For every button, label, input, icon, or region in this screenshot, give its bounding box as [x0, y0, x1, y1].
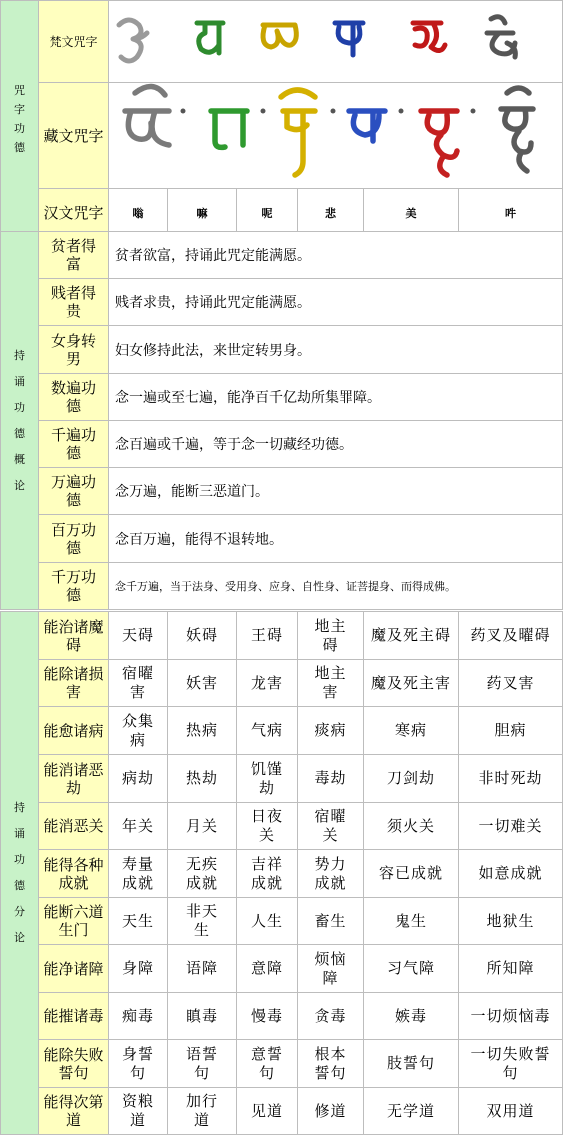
general-row-text: 念百遍或千遍，等于念一切藏经功德。	[109, 421, 563, 468]
detail-cell: 鬼生	[364, 898, 459, 945]
detail-row	[1, 898, 563, 945]
detail-cell: 天碍	[109, 612, 168, 660]
general-row-text: 念万遍，能断三恶道门。	[109, 468, 563, 515]
tsheg-dot	[471, 109, 476, 114]
detail-cell: 龙害	[237, 660, 298, 707]
detail-cell: 寒病	[364, 707, 459, 755]
detail-cell: 病劫	[109, 755, 168, 803]
detail-cell: 加行道	[168, 1088, 237, 1135]
detail-row-label: 能得各种成就	[39, 850, 109, 898]
detail-cell: 年关	[109, 803, 168, 850]
detail-cell: 气病	[237, 707, 298, 755]
general-row-label: 女身转男	[39, 326, 109, 374]
general-row-label: 数遍功德	[39, 374, 109, 421]
detail-cell: 王碍	[237, 612, 298, 660]
chinese-syllable: 美	[364, 189, 459, 237]
detail-cell: 吉祥成就	[237, 850, 298, 898]
sanskrit-glyph	[263, 25, 296, 47]
detail-row	[1, 850, 563, 898]
detail-cell: 意障	[237, 945, 298, 993]
general-row-text: 贱者求贵，持诵此咒定能满愿。	[109, 279, 563, 326]
tsheg-dot	[331, 109, 336, 114]
detail-row	[1, 755, 563, 803]
detail-cell: 嫉毒	[364, 993, 459, 1040]
detail-row-label: 能除诸损害	[39, 660, 109, 707]
detail-cell: 饥馑劫	[237, 755, 298, 803]
detail-cell: 妖碍	[168, 612, 237, 660]
detail-cell: 所知障	[459, 945, 563, 993]
detail-cell: 见道	[237, 1088, 298, 1135]
sanskrit-glyph	[487, 17, 515, 57]
label-tibetan: 藏文咒字	[39, 83, 109, 189]
tsheg-dot	[261, 109, 266, 114]
general-row-label: 千万功德	[39, 563, 109, 610]
mantra-syllable-table	[0, 0, 563, 237]
detail-cell: 一切失败誓句	[459, 1040, 563, 1088]
tibetan-syllables-graphic	[109, 83, 563, 184]
tibetan-glyph	[421, 111, 457, 175]
detail-cell: 热病	[168, 707, 237, 755]
general-merit-table	[0, 231, 563, 610]
detail-cell: 贪毒	[298, 993, 364, 1040]
label-sanskrit: 梵文咒字	[39, 1, 109, 83]
detail-cell: 毒劫	[298, 755, 364, 803]
tibetan-glyph	[211, 111, 247, 147]
chinese-syllable: 呢	[237, 189, 298, 237]
detail-cell: 语誓句	[168, 1040, 237, 1088]
detail-cell: 地主碍	[298, 612, 364, 660]
sanskrit-glyph	[335, 23, 363, 55]
sanskrit-syllables-graphic	[109, 1, 563, 78]
detail-cell: 刀剑劫	[364, 755, 459, 803]
detail-row-label: 能得次第道	[39, 1088, 109, 1135]
side-label-detailed-merit: 持诵功德分论	[1, 612, 39, 1135]
detail-cell: 根本誓句	[298, 1040, 364, 1088]
detail-cell: 魔及死主害	[364, 660, 459, 707]
detail-row	[1, 993, 563, 1040]
detail-row	[1, 803, 563, 850]
detail-cell: 慢毒	[237, 993, 298, 1040]
detail-cell: 宿曜害	[109, 660, 168, 707]
general-row-text: 念百万遍，能得不退转地。	[109, 515, 563, 563]
label-chinese: 汉文咒字	[39, 189, 109, 237]
detail-cell: 妖害	[168, 660, 237, 707]
detail-cell: 一切烦恼毒	[459, 993, 563, 1040]
detail-cell: 身障	[109, 945, 168, 993]
tibetan-glyph	[125, 86, 169, 145]
general-row-label: 千遍功德	[39, 421, 109, 468]
detail-cell: 魔及死主碍	[364, 612, 459, 660]
sanskrit-syllables-image	[109, 1, 563, 83]
sanskrit-glyph	[197, 23, 223, 53]
detail-cell: 非时死劫	[459, 755, 563, 803]
general-row-text: 贫者欲富，持诵此咒定能满愿。	[109, 232, 563, 279]
general-row-text: 妇女修持此法，来世定转男身。	[109, 326, 563, 374]
detail-cell: 如意成就	[459, 850, 563, 898]
detail-cell: 肢誓句	[364, 1040, 459, 1088]
detail-cell: 天生	[109, 898, 168, 945]
detail-cell: 容已成就	[364, 850, 459, 898]
side-label-syllable-merit: 咒字功德	[1, 1, 39, 237]
chinese-syllable: 悲	[298, 189, 364, 237]
detail-row	[1, 660, 563, 707]
chinese-syllable: 吽	[459, 189, 563, 237]
detail-row-label: 能消恶关	[39, 803, 109, 850]
detail-cell: 热劫	[168, 755, 237, 803]
detail-cell: 无学道	[364, 1088, 459, 1135]
detail-cell: 一切难关	[459, 803, 563, 850]
sanskrit-glyph	[413, 23, 445, 51]
detailed-merit-table	[0, 611, 563, 1135]
detail-cell: 痴毒	[109, 993, 168, 1040]
detail-row	[1, 612, 563, 660]
detail-cell: 胆病	[459, 707, 563, 755]
detail-cell: 资粮道	[109, 1088, 168, 1135]
general-row-text: 念千万遍，当于法身、受用身、应身、自性身、证菩提身、而得成佛。	[109, 563, 563, 610]
detail-cell: 畜生	[298, 898, 364, 945]
general-row-label: 百万功德	[39, 515, 109, 563]
detail-cell: 双用道	[459, 1088, 563, 1135]
detail-row	[1, 945, 563, 993]
detail-row	[1, 1040, 563, 1088]
general-row-label: 贱者得贵	[39, 279, 109, 326]
detail-cell: 身誓句	[109, 1040, 168, 1088]
detail-cell: 烦恼障	[298, 945, 364, 993]
detail-cell: 人生	[237, 898, 298, 945]
detail-row-label: 能消诸恶劫	[39, 755, 109, 803]
detail-cell: 宿曜关	[298, 803, 364, 850]
sanskrit-glyph	[119, 20, 147, 61]
detail-row-label: 能断六道生门	[39, 898, 109, 945]
tibetan-glyph	[349, 111, 385, 141]
detail-cell: 势力成就	[298, 850, 364, 898]
chinese-syllable: 嘛	[168, 189, 237, 237]
detail-row	[1, 1088, 563, 1135]
tibetan-glyph	[501, 88, 533, 171]
detail-cell: 药叉及曜碍	[459, 612, 563, 660]
tsheg-dot	[399, 109, 404, 114]
detail-row-label: 能愈诸病	[39, 707, 109, 755]
side-label-general-merit: 持诵功德概论	[1, 232, 39, 610]
general-row-text: 念一遍或至七遍，能净百千亿劫所集罪障。	[109, 374, 563, 421]
detail-cell: 须火关	[364, 803, 459, 850]
detail-row-label: 能净诸障	[39, 945, 109, 993]
detail-cell: 寿量成就	[109, 850, 168, 898]
detail-cell: 语障	[168, 945, 237, 993]
detail-cell: 瞋毒	[168, 993, 237, 1040]
general-row-label: 贫者得富	[39, 232, 109, 279]
detail-cell: 习气障	[364, 945, 459, 993]
tsheg-dot	[181, 109, 186, 114]
tibetan-syllables-image	[109, 83, 563, 189]
tibetan-glyph	[281, 90, 315, 175]
detail-row-label: 能治诸魔碍	[39, 612, 109, 660]
general-row-label: 万遍功德	[39, 468, 109, 515]
detail-cell: 无疾成就	[168, 850, 237, 898]
chinese-syllable: 嗡	[109, 189, 168, 237]
detail-cell: 月关	[168, 803, 237, 850]
detail-cell: 众集病	[109, 707, 168, 755]
detail-cell: 地狱生	[459, 898, 563, 945]
detail-cell: 地主害	[298, 660, 364, 707]
detail-cell: 修道	[298, 1088, 364, 1135]
detail-row-label: 能摧诸毒	[39, 993, 109, 1040]
detail-cell: 日夜关	[237, 803, 298, 850]
detail-cell: 痰病	[298, 707, 364, 755]
detail-cell: 药叉害	[459, 660, 563, 707]
detail-cell: 非天生	[168, 898, 237, 945]
detail-cell: 意誓句	[237, 1040, 298, 1088]
detail-row-label: 能除失败誓句	[39, 1040, 109, 1088]
detail-row	[1, 707, 563, 755]
